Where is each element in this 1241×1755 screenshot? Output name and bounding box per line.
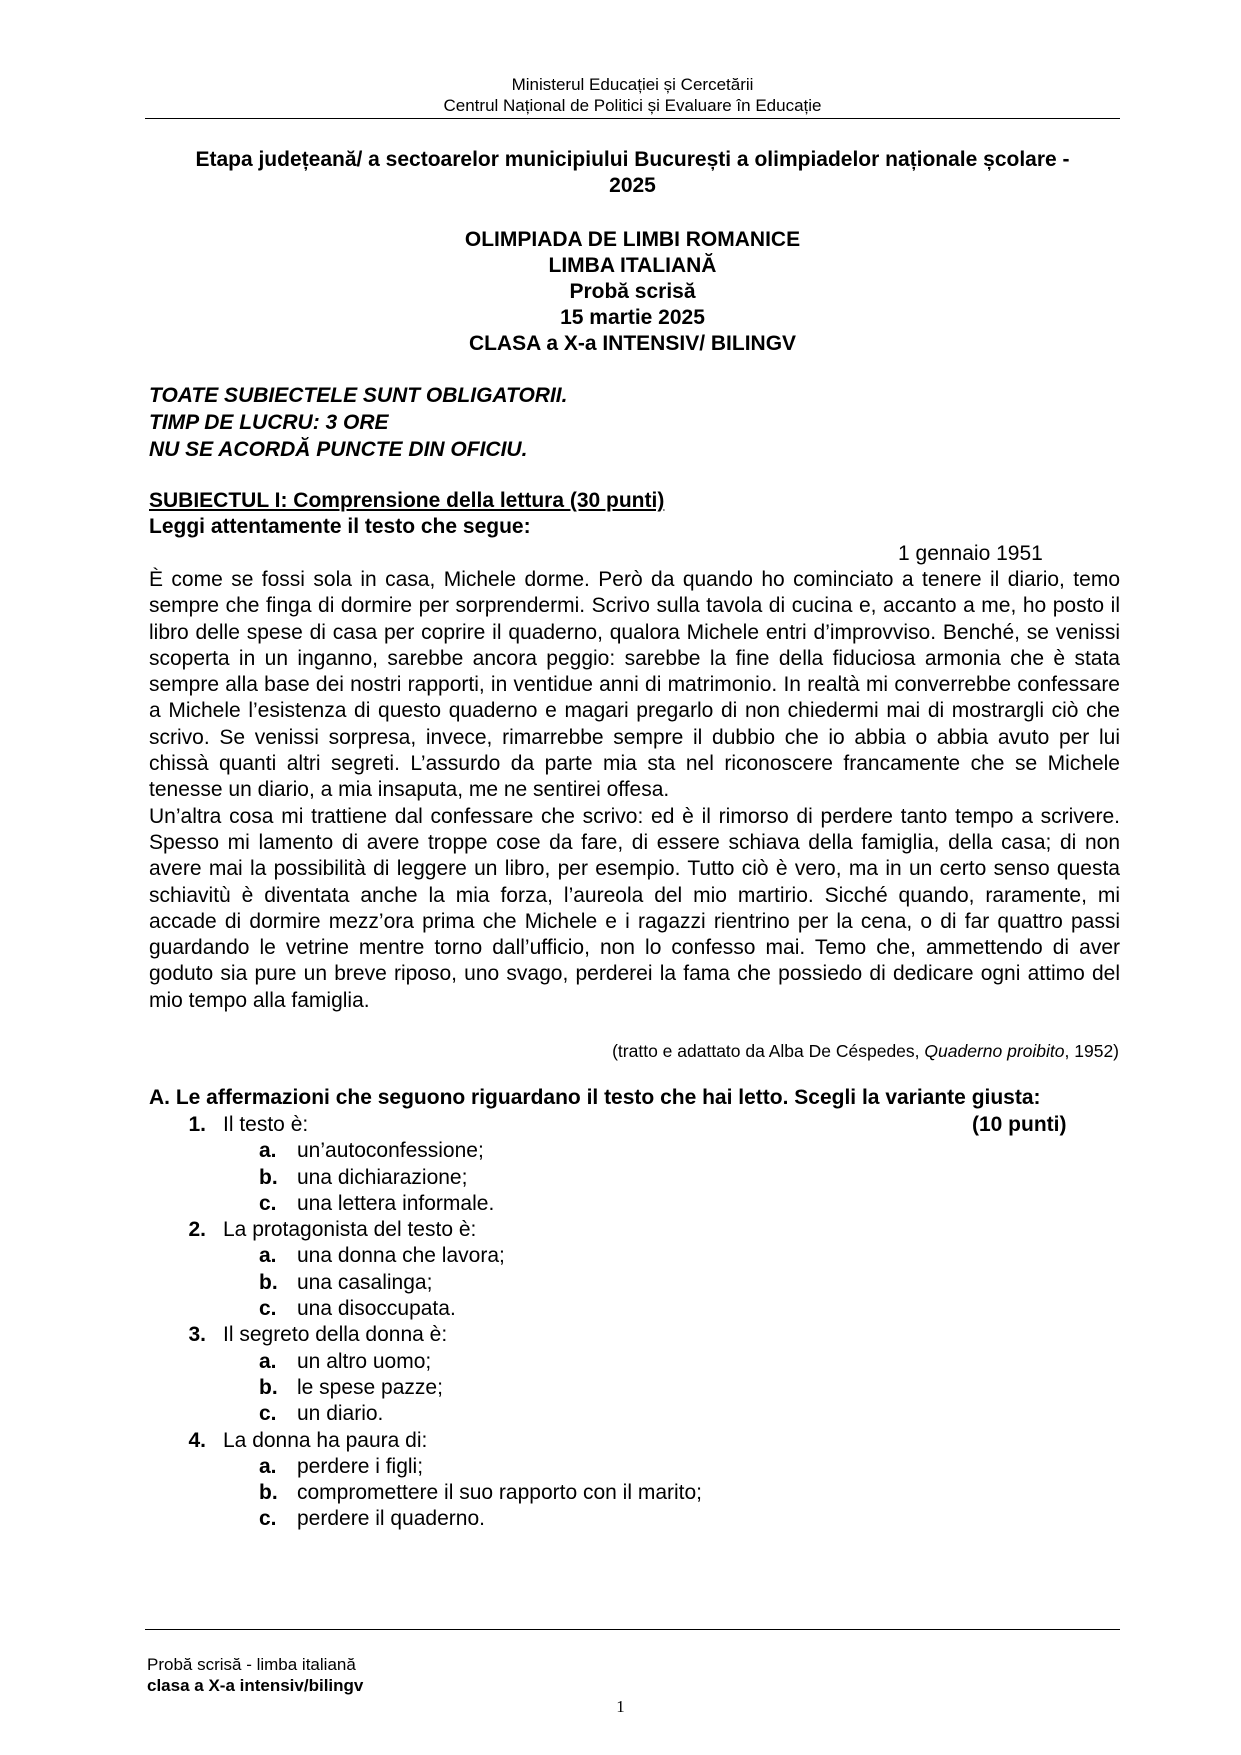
page-footer — [147, 1654, 363, 1696]
option-letter: a. — [259, 1244, 277, 1268]
rule-no-points: NU SE ACORDĂ PUNCTE DIN OFICIU. — [149, 438, 528, 461]
option-letter: a. — [259, 1139, 277, 1163]
question-list — [149, 1112, 702, 1533]
option-4b[interactable] — [149, 1480, 702, 1506]
question-number: 1. — [188, 1113, 206, 1136]
stage-line-2: 2025 — [609, 174, 656, 197]
option-1c[interactable] — [149, 1191, 702, 1217]
reading-instruction: Leggi attentamente il testo che segue: — [149, 515, 531, 538]
olympiad-title: OLIMPIADA DE LIMBI ROMANICE — [464, 228, 801, 251]
option-3c[interactable] — [149, 1401, 702, 1427]
option-text: compromettere il suo rapporto con il marito; — [297, 1481, 702, 1505]
rule-mandatory: TOATE SUBIECTELE SUNT OBLIGATORII. — [149, 384, 568, 407]
page-header — [145, 74, 1120, 116]
question-1 — [149, 1112, 702, 1138]
subject-title: SUBIECTUL I: Comprensione della lettura (30 punti) — [149, 489, 665, 512]
option-text: perdere i figli; — [297, 1454, 424, 1478]
question-number: 4. — [188, 1428, 206, 1452]
header-ministry: Ministerul Educației și Cercetării — [511, 75, 754, 94]
passage-source — [612, 1040, 1119, 1062]
language-title: LIMBA ITALIANĂ — [548, 254, 717, 277]
option-2a[interactable] — [149, 1243, 702, 1269]
option-1b[interactable] — [149, 1165, 702, 1191]
option-3a[interactable] — [149, 1349, 702, 1375]
option-letter: c. — [259, 1191, 277, 1215]
question-text: Il segreto della donna è: — [223, 1323, 448, 1347]
option-letter: c. — [259, 1297, 277, 1321]
option-text: una dichiarazione; — [297, 1165, 468, 1189]
footer-divider — [145, 1629, 1120, 1630]
rule-time: TIMP DE LUCRU: 3 ORE — [149, 411, 389, 434]
option-text: perdere il quaderno. — [297, 1507, 485, 1531]
source-prefix: (tratto e adattato da Alba De Céspedes, — [612, 1041, 925, 1061]
question-text: Il testo è: — [223, 1113, 309, 1136]
option-2b[interactable] — [149, 1270, 702, 1296]
exam-rules — [149, 382, 567, 463]
option-letter: a. — [259, 1349, 277, 1373]
header-divider — [145, 118, 1120, 119]
question-text: La protagonista del testo è: — [223, 1218, 477, 1242]
option-letter: c. — [259, 1402, 277, 1426]
question-text: La donna ha paura di: — [223, 1428, 428, 1452]
option-letter: b. — [259, 1481, 278, 1505]
option-letter: a. — [259, 1454, 277, 1478]
subject-heading — [149, 488, 664, 540]
option-text: una casalinga; — [297, 1270, 433, 1294]
footer-test-type: Probă scrisă - limba italiană — [147, 1655, 356, 1674]
header-center: Centrul Național de Politici și Evaluare în Educație — [443, 96, 822, 115]
section-a-title: A. Le affermazioni che seguono riguardano il testo che hai letto. Scegli la variante giusta: — [149, 1086, 1041, 1109]
option-text: una lettera informale. — [297, 1191, 495, 1215]
option-letter: b. — [259, 1165, 278, 1189]
question-3 — [149, 1322, 702, 1348]
option-4c[interactable] — [149, 1506, 702, 1532]
option-text: un’autoconfessione; — [297, 1139, 484, 1163]
option-3b[interactable] — [149, 1375, 702, 1401]
option-text: un diario. — [297, 1402, 384, 1426]
source-suffix: , 1952) — [1064, 1041, 1119, 1061]
reading-passage — [149, 567, 1120, 1014]
question-4 — [149, 1428, 702, 1454]
option-letter: b. — [259, 1270, 278, 1294]
section-a-points: (10 punti) — [972, 1113, 1067, 1136]
competition-stage — [145, 147, 1120, 199]
exam-titles — [145, 227, 1120, 357]
option-text: una donna che lavora; — [297, 1244, 505, 1268]
option-text: un altro uomo; — [297, 1349, 432, 1373]
option-4a[interactable] — [149, 1454, 702, 1480]
option-letter: c. — [259, 1507, 277, 1531]
option-2c[interactable] — [149, 1296, 702, 1322]
question-2 — [149, 1217, 702, 1243]
option-text: una disoccupata. — [297, 1297, 456, 1321]
option-text: le spese pazze; — [297, 1375, 443, 1399]
exam-date: 15 martie 2025 — [560, 306, 705, 329]
test-type: Probă scrisă — [569, 280, 696, 303]
footer-class: clasa a X-a intensiv/bilingv — [147, 1676, 364, 1695]
source-book-title: Quaderno proibito — [924, 1041, 1065, 1061]
question-number: 2. — [188, 1218, 206, 1242]
passage-paragraph-2: Un’altra cosa mi trattiene dal confessare che scrivo: ed è il rimorso di perdere tanto tempo a scrivere. Spesso mi lamento di avere troppe cose da fare, di essere schiava della famiglia, della casa; di non avere mai la possibilità di leggere un libro, per esempio. Tutto ciò è vero, ma in un certo senso questa schiavitù è diventata anche la mia forza, l’aureola del mio martirio. Sicché quando, raramente, mi accade di dormire mezz’ora prima che Michele e i ragazzi rientrino per la cena, o di far quattro passi guardando le vetrine mentre torno dall’ufficio, non lo confesso mai. Temo che, ammettendo di aver goduto sia pure un breve riposo, uno svago, perderei la fama che possiedo di dedicare ogni attimo del mio tempo alla famiglia. — [149, 804, 1120, 1012]
class-level: CLASA a X-a INTENSIV/ BILINGV — [468, 332, 797, 355]
question-number: 3. — [188, 1323, 206, 1347]
passage-paragraph-1: È come se fossi sola in casa, Michele dorme. Però da quando ho cominciato a tenere il diario, temo sempre che finga di dormire per sorprendermi. Scrivo sulla tavola di cucina e, accanto a me, ho posto il libro delle spese di casa per coprire il quaderno, qualora Michele entri d’improvviso. Benché, se venissi scoperta in un inganno, sarebbe ancora peggio: sarebbe la fine della fiduciosa armonia che è stata sempre alla base dei nostri rapporti, in ventidue anni di matrimonio. In realtà mi converrebbe confessare a Michele l’esistenza di questo quaderno e magari pregarlo di non chiedermi mai di mostrargli ciò che scrivo. Se venissi sorpresa, invece, rimarrebbe sempre il dubbio che io abbia o abbia avuto per lui chissà quanti altri segreti. L’assurdo da parte mia sta nel riconoscere francamente che se Michele tenesse un diario, a mia insaputa, me ne sentirei offesa. — [149, 568, 1120, 802]
diary-date: 1 gennaio 1951 — [898, 542, 1043, 565]
page-number: 1 — [616, 1697, 625, 1716]
option-1a[interactable] — [149, 1138, 702, 1164]
option-letter: b. — [259, 1375, 278, 1399]
stage-line-1: Etapa județeană/ a sectoarelor municipiului București a olimpiadelor naționale școlare - — [195, 148, 1070, 171]
